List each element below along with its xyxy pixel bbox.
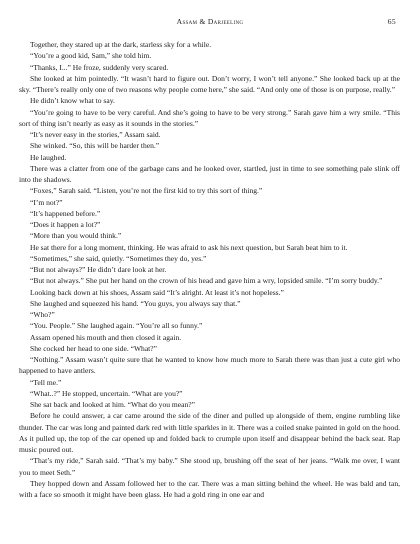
paragraph: “Does it happen a lot?” <box>30 220 101 229</box>
paragraph: “It’s never easy in the stories,” Assam said. <box>30 130 161 139</box>
running-title: Assam & Darjeeling <box>176 17 244 26</box>
paragraph: “It’s happened before.” <box>30 208 101 218</box>
paragraph: He didn’t know what to say. <box>30 96 115 106</box>
paragraph: “What..?” He stopped, uncertain. “What are you?” <box>30 388 183 398</box>
paragraph: She cocked her head to one side. “What?” <box>30 343 157 353</box>
paragraph: “Who?” <box>30 310 55 319</box>
paragraph: “Tell me.” <box>30 377 62 387</box>
paragraph: Looking back down at his shoes, Assam said “It’s alright. At least it’s not hopeless.” <box>30 287 284 297</box>
paragraph: “More than you would think.” <box>30 231 122 241</box>
paragraph: “But not always.” She put her hand on the crown of his head and gave him a wry, lopsided smile. “I’m sorry buddy.” <box>30 276 383 286</box>
paragraph: They hopped down and Assam followed her to the car. There was a man sitting behind the wheel. He was bald and tan, with a face so smooth it might have been glass. He had a gold ring in one ear and <box>19 478 400 499</box>
paragraph: He laughed. <box>30 152 67 162</box>
body-text <box>19 39 400 500</box>
paragraph: She laughed and squeezed his hand. “You guys, you always say that.” <box>30 298 241 308</box>
paragraph: “That’s my ride,” Sarah said. “That’s my baby.” She stood up, brushing off the seat of her jeans. “Walk me over, I want you to meet Seth.” <box>19 456 400 477</box>
running-header <box>0 17 420 31</box>
paragraph: “You’re a good kid, Sam,” she told him. <box>30 51 152 61</box>
paragraph: Before he could answer, a car came around the side of the diner and pulled up alongside of them, engine rumbling like thunder. The car was long and painted dark red with little sparkles in it. There was a coiled snake painted in gold on the hood. As it pulled up, the top of the car opened up and folded back to crumple upon itself and disappear behind the back seat. Rap music poured out. <box>19 411 400 454</box>
paragraph: Assam opened his mouth and then closed it again. <box>30 332 182 342</box>
paragraph: “You’re going to have to be very careful. And she’s going to have to be very strong.” Sarah gave him a wry smile. “This sort of thing isn’t nearly as easy as it sounds in the stories.” <box>19 107 400 128</box>
paragraph: She looked at him pointedly. “It wasn’t hard to figure out. Don’t worry, I won’t tell anyone.” She looked back up at the sky. “There’s really only one of two reasons why people come here,” she said. “And only one of those is on purpose, really.” <box>19 73 400 94</box>
paragraph: “I’m not?” <box>30 197 63 207</box>
paragraph: Together, they stared up at the dark, starless sky for a while. <box>30 40 212 49</box>
paragraph: “You. People.” She laughed again. “You’re all so funny.” <box>30 321 203 331</box>
paragraph: He sat there for a long moment, thinking. He was afraid to ask his next question, but Sarah beat him to it. <box>30 242 348 252</box>
paragraph: “Sometimes,” she said, quietly. “Sometimes they do, yes.” <box>30 253 207 263</box>
paragraph: “Nothing.” Assam wasn’t quite sure that he wanted to know how much more to Sarah there was than just a cute girl who happened to have antlers. <box>19 355 400 376</box>
paragraph: There was a clatter from one of the garbage cans and he looked over, startled, just in time to see something pale slink off into the shadows. <box>19 163 400 184</box>
paragraph: “Foxes,” Sarah said. “Listen, you’re not the first kid to try this sort of thing.” <box>30 186 263 196</box>
paragraph: She sat back and looked at him. “What do you mean?” <box>30 400 195 409</box>
paragraph: “But not always?” He didn’t dare look at her. <box>30 265 167 274</box>
paragraph: She winked. “So, this will be harder then.” <box>30 141 160 151</box>
page-number: 65 <box>387 17 396 26</box>
paragraph: “Thanks, I...” He froze, suddenly very scared. <box>30 62 169 72</box>
